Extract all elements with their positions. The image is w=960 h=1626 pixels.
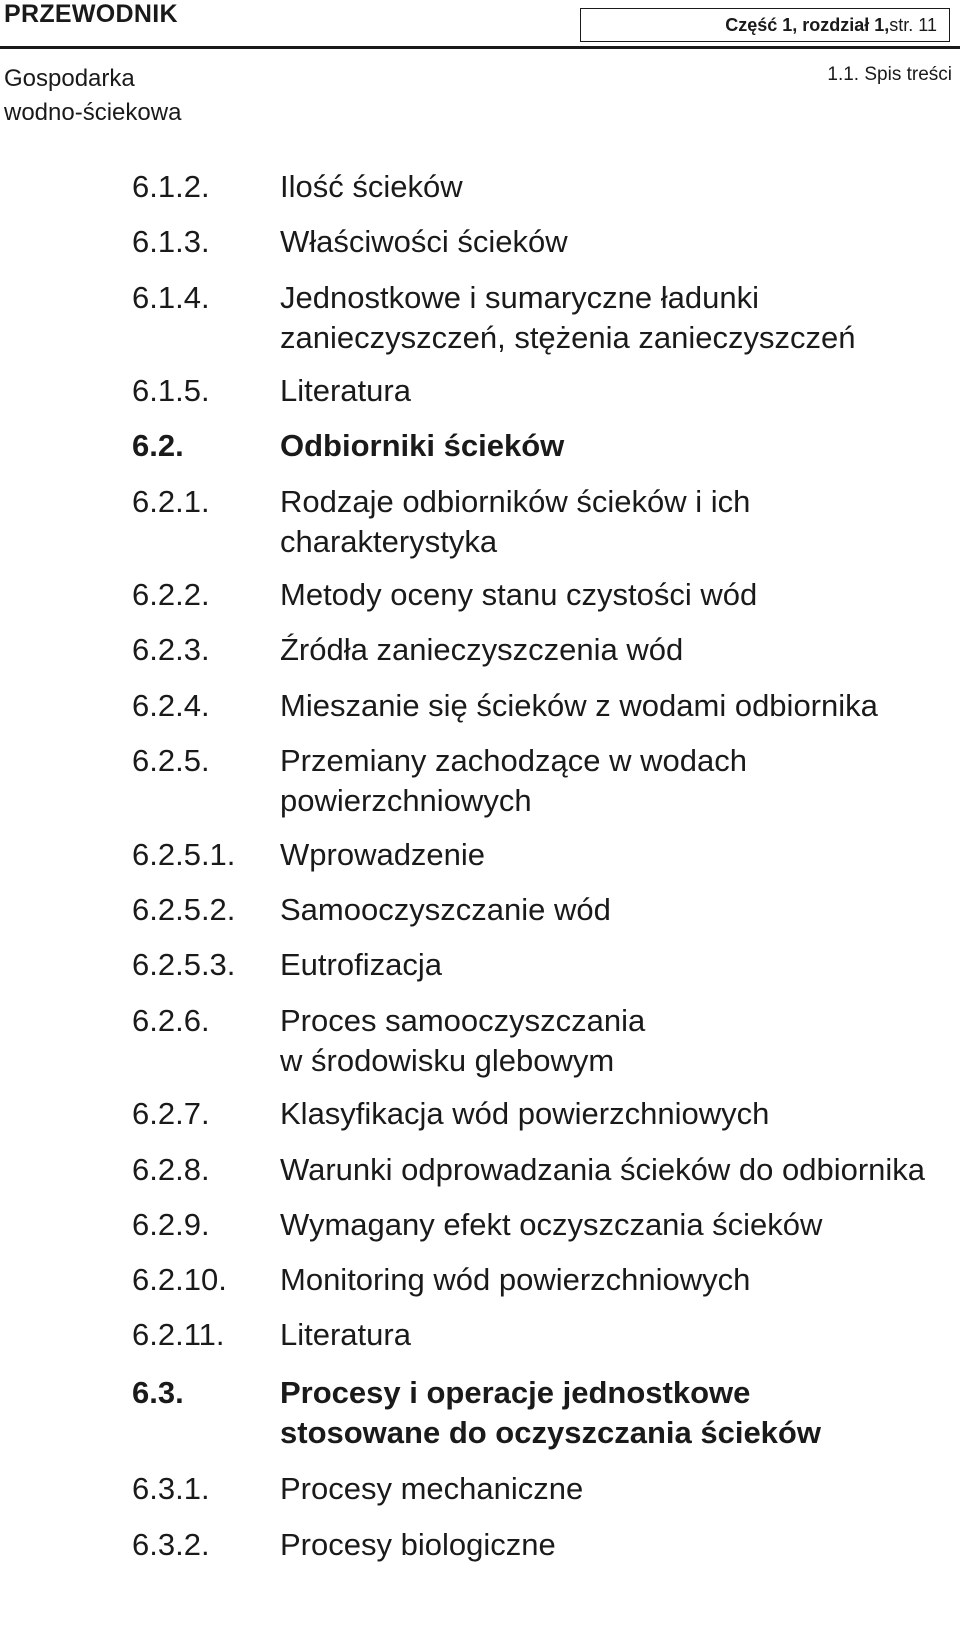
toc-entry-number: 6.2.5.1.: [132, 837, 236, 872]
toc-entry-title: [280, 575, 950, 615]
toc-entry-title: [280, 835, 950, 875]
toc-entry-title-line: Rodzaje odbiorników ścieków i ich: [280, 484, 751, 519]
toc-entry-number: 6.1.5.: [132, 373, 210, 408]
toc-entry-title: [280, 278, 950, 358]
toc-entry-title-line: Mieszanie się ścieków z wodami odbiornika: [280, 688, 878, 723]
part-chapter-label: Część 1, rozdział 1,: [725, 14, 890, 35]
subject-line-2: wodno-ściekowa: [4, 99, 182, 126]
toc-entry-number: 6.2.5.2.: [132, 892, 236, 927]
toc-entry-title: [280, 1469, 950, 1509]
toc-entry-title-line: charakterystyka: [280, 524, 498, 559]
toc-entry-title: [280, 741, 950, 821]
toc-entry-title: [280, 222, 950, 262]
subject-line-1: Gospodarka: [4, 65, 135, 92]
toc-entry-number: 6.3.: [132, 1375, 184, 1410]
toc-entry-title: [280, 1315, 950, 1355]
toc-entry-title-line: Właściwości ścieków: [280, 224, 568, 259]
toc-entry-number: 6.1.2.: [132, 169, 210, 204]
toc-entry-number: 6.2.4.: [132, 688, 210, 723]
toc-entry-number: 6.2.9.: [132, 1207, 210, 1242]
toc-entry-title-line: Ilość ścieków: [280, 169, 463, 204]
toc-entry-number: 6.2.3.: [132, 632, 210, 667]
toc-entry-title: [280, 1525, 950, 1565]
toc-entry-title: [280, 426, 950, 466]
toc-entry-title: [280, 1001, 950, 1081]
toc-entry-number: 6.2.11.: [132, 1317, 225, 1352]
toc-entry-number: 6.2.1.: [132, 484, 210, 519]
toc-entry-title-line: Metody oceny stanu czystości wód: [280, 577, 758, 612]
toc-entry-title: [280, 890, 950, 930]
toc-entry-number: 6.2.2.: [132, 577, 210, 612]
toc-entry-number: 6.2.10.: [132, 1262, 227, 1297]
toc-entry-number: 6.1.4.: [132, 280, 210, 315]
part-chapter-page-box: [580, 8, 950, 42]
toc-entry-title-line: zanieczyszczeń, stężenia zanieczyszczeń: [280, 320, 856, 355]
subject-heading: [4, 62, 181, 130]
toc-entry-number: 6.2.6.: [132, 1003, 210, 1038]
toc-entry-title-line: Odbiorniki ścieków: [280, 428, 565, 463]
toc-entry-title-line: Literatura: [280, 1317, 411, 1352]
toc-entry-title: [280, 1373, 950, 1453]
toc-entry-title-line: Jednostkowe i sumaryczne ładunki: [280, 280, 760, 315]
toc-entry-title-line: Eutrofizacja: [280, 947, 442, 982]
toc-entry-title-line: Procesy i operacje jednostkowe: [280, 1375, 751, 1410]
toc-entry-title-line: Procesy biologiczne: [280, 1527, 556, 1562]
toc-entry-title-line: Warunki odprowadzania ścieków do odbiornika: [280, 1152, 926, 1187]
toc-entry-number: 6.1.3.: [132, 224, 210, 259]
toc-entry-title-line: stosowane do oczyszczania ścieków: [280, 1415, 821, 1450]
toc-entry-title: [280, 1150, 950, 1190]
toc-entry-title-line: Klasyfikacja wód powierzchniowych: [280, 1096, 770, 1131]
toc-entry-title: [280, 630, 950, 670]
toc-entry-title-line: Literatura: [280, 373, 411, 408]
toc-entry-number: 6.2.5.3.: [132, 947, 236, 982]
toc-entry-number: 6.2.5.: [132, 743, 210, 778]
toc-entry-title-line: Procesy mechaniczne: [280, 1471, 584, 1506]
toc-entry-number: 6.2.: [132, 428, 184, 463]
toc-entry-title-line: powierzchniowych: [280, 783, 532, 818]
toc-entry-title: [280, 1205, 950, 1245]
publication-title: PRZEWODNIK: [4, 0, 178, 28]
toc-entry-title: [280, 1260, 950, 1300]
section-reference: 1.1. Spis treści: [827, 64, 952, 85]
page-number-label: str. 11: [889, 14, 937, 35]
toc-entry-title: [280, 482, 950, 562]
toc-entry-title-line: Samooczyszczanie wód: [280, 892, 611, 927]
toc-entry-title-line: Źródła zanieczyszczenia wód: [280, 632, 684, 667]
toc-entry-title-line: Monitoring wód powierzchniowych: [280, 1262, 751, 1297]
toc-entry-title: [280, 167, 950, 207]
toc-entry-title-line: Przemiany zachodzące w wodach: [280, 743, 747, 778]
toc-entry-title-line: w środowisku glebowym: [280, 1043, 615, 1078]
toc-entry-number: 6.3.1.: [132, 1471, 210, 1506]
toc-entry-number: 6.2.7.: [132, 1096, 210, 1131]
toc-entry-title-line: Proces samooczyszczania: [280, 1003, 646, 1038]
toc-entry-title: [280, 945, 950, 985]
toc-entry-title: [280, 371, 950, 411]
toc-entry-title-line: Wprowadzenie: [280, 837, 486, 872]
toc-entry-number: 6.2.8.: [132, 1152, 210, 1187]
toc-entry-number: 6.3.2.: [132, 1527, 210, 1562]
header-divider: [0, 46, 960, 49]
toc-entry-title-line: Wymagany efekt oczyszczania ścieków: [280, 1207, 823, 1242]
toc-entry-title: [280, 1094, 950, 1134]
toc-entry-title: [280, 686, 950, 726]
